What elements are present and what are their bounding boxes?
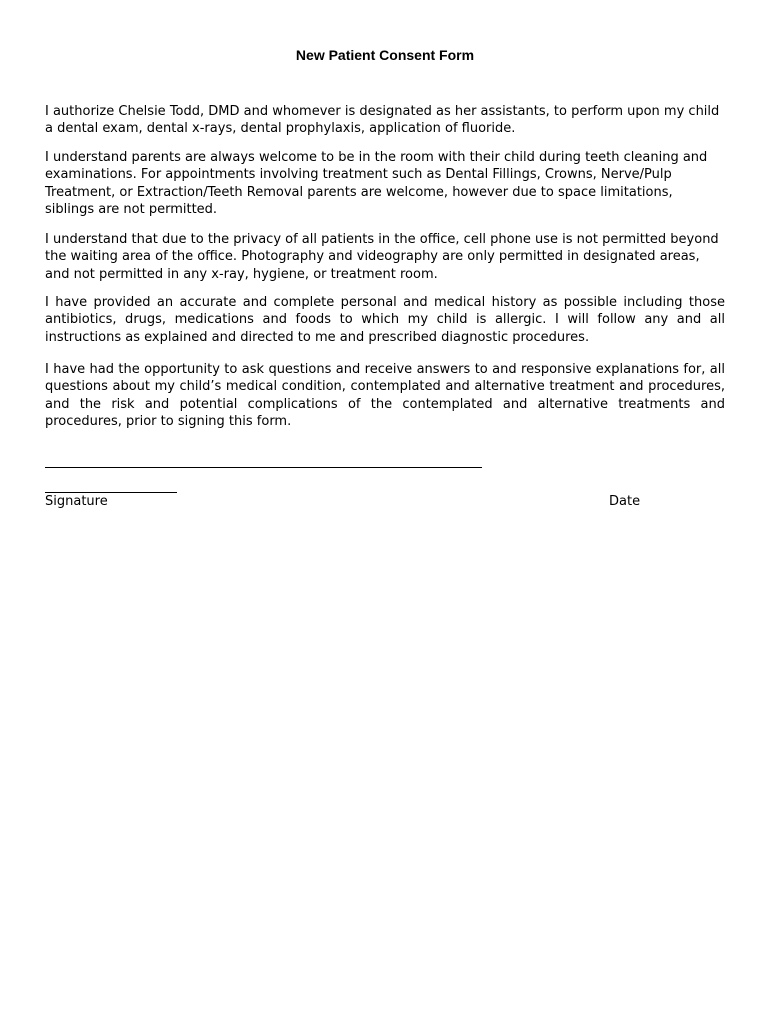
date-label: Date (609, 494, 641, 509)
informed-consent-paragraph: I have had the opportunity to ask questions and receive answers to and responsive explanations for, all questions about my child’s medical condition, contemplated and alternative treatment and procedures, and the risk and potential complications of the contemplated and alternative treatments and procedures, prior to signing this form. (45, 362, 725, 430)
authorization-paragraph: I authorize Chelsie Todd, DMD and whomever is designated as her assistants, to perform upon my child a dental exam, dental x-rays, dental prophylaxis, application of fluoride. (45, 104, 720, 137)
signature-label: Signature (45, 494, 108, 509)
signature-line[interactable] (45, 467, 482, 468)
medical-history-paragraph: I have provided an accurate and complete personal and medical history as possible including those antibiotics, drugs, medications and foods to which my child is allergic. I will follow any and all instructions as explained and directed to me and prescribed diagnostic procedures. (45, 295, 725, 345)
form-title: New Patient Consent Form (295, 47, 475, 63)
parent-presence-paragraph: I understand parents are always welcome to be in the room with their child during teeth cleaning and examinations. For appointments involving treatment such as Dental Fillings, Crowns, Nerve/Pulp Treatment, or Extraction/Teeth Removal parents are welcome, however due to space limitations, siblings are not permitted. (45, 150, 708, 218)
privacy-paragraph: I understand that due to the privacy of all patients in the office, cell phone use is not permitted beyond the waiting area of the office. Photography and videography are only permitted in designated areas, and not permitted in any x-ray, hygiene, or treatment room. (45, 232, 719, 282)
